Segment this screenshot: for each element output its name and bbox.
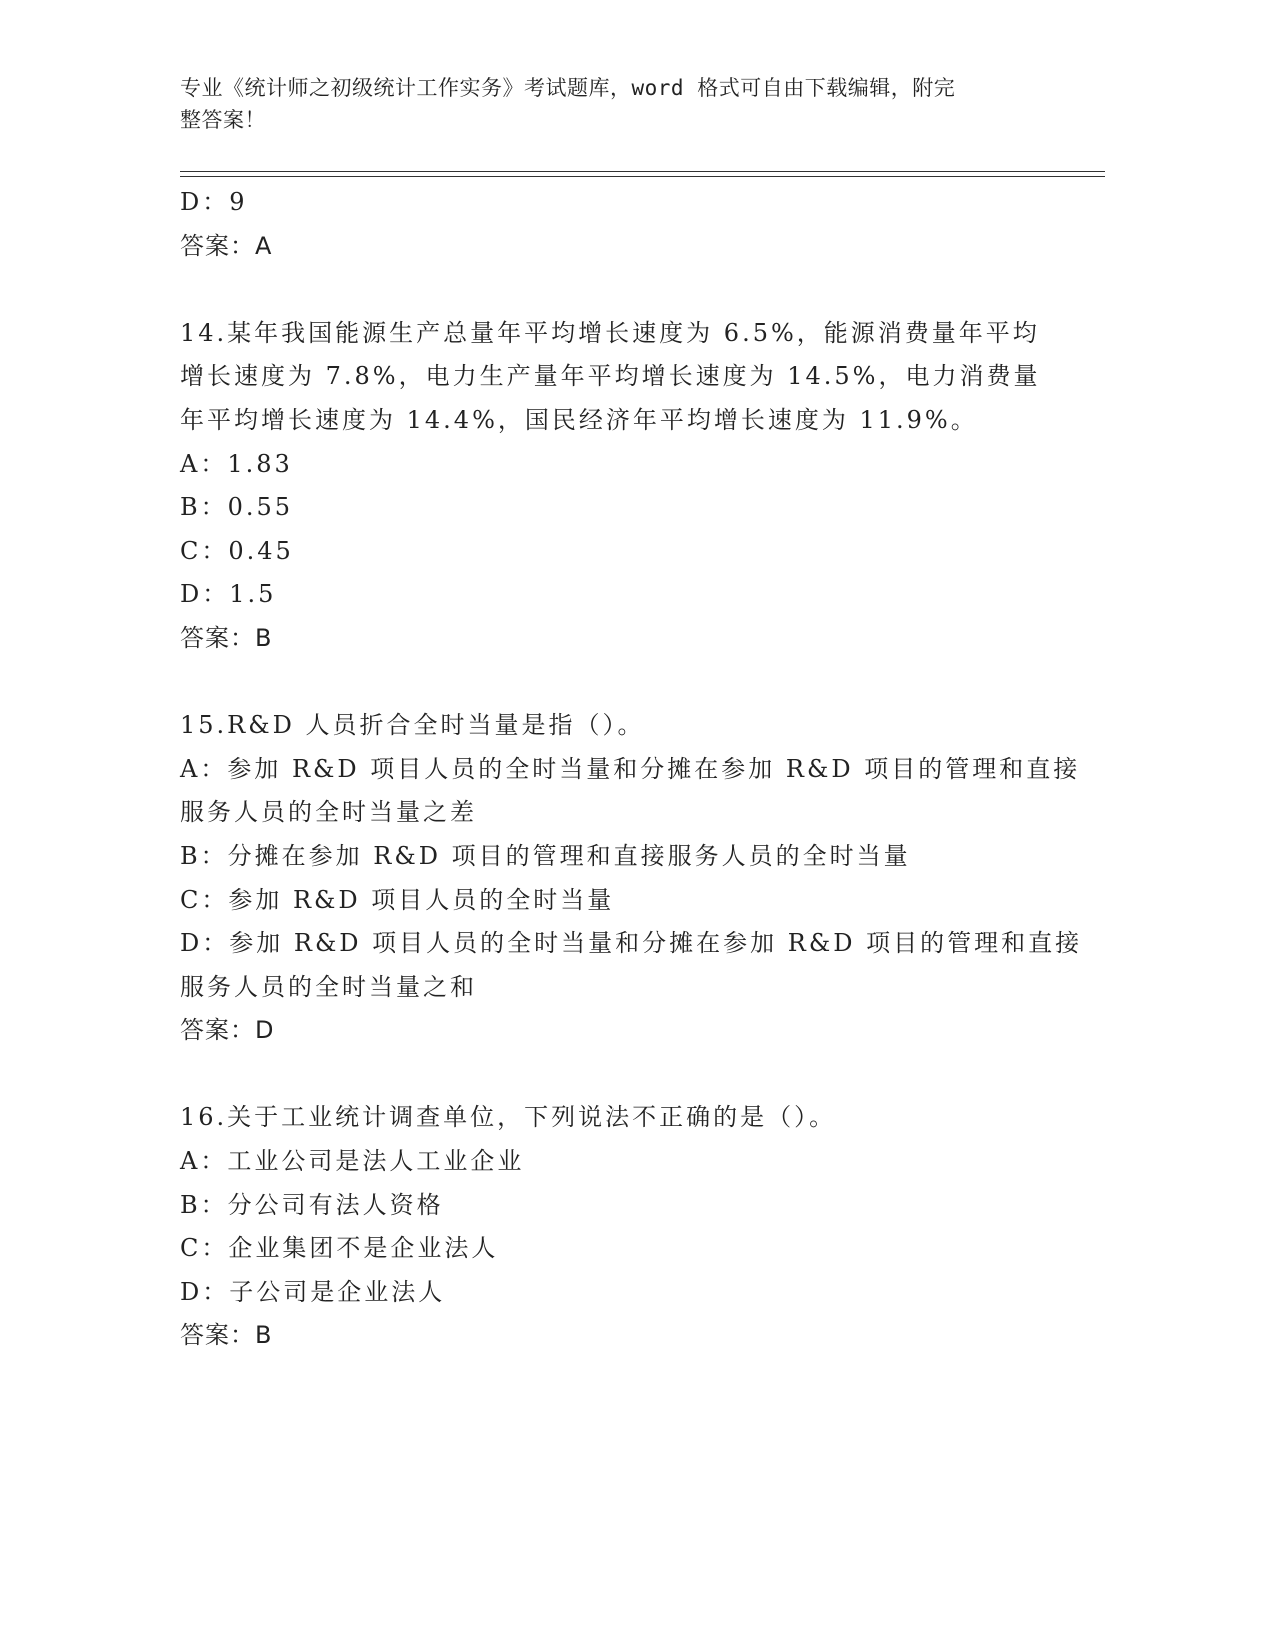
q15-answer: 答案：D xyxy=(180,1016,275,1045)
q14-stem-line-2: 增长速度为 7.8%，电力生产量年平均增长速度为 14.5%，电力消费量 xyxy=(180,362,1041,391)
q15-option-b: B：分摊在参加 R&D 项目的管理和直接服务人员的全时当量 xyxy=(180,841,911,870)
question-16 xyxy=(180,1096,1110,1358)
document-header xyxy=(180,72,1040,136)
q15-option-c: C：参加 R&D 项目人员的全时当量 xyxy=(180,885,615,914)
question-15 xyxy=(180,704,1110,1053)
q16-option-a: A：工业公司是法人工业企业 xyxy=(180,1147,525,1176)
q14-option-d: D：1.5 xyxy=(180,580,277,609)
q15-option-a-line-2: 服务人员的全时当量之差 xyxy=(180,798,477,827)
spacer xyxy=(180,1053,1110,1097)
q14-option-c: C：0.45 xyxy=(180,536,294,565)
q13-answer: 答案：A xyxy=(180,231,273,260)
header-divider-top xyxy=(180,171,1105,172)
q14-option-a: A：1.83 xyxy=(180,449,293,478)
q13-option-d: D：9 xyxy=(180,188,248,216)
q16-stem: 16.关于工业统计调查单位，下列说法不正确的是（）。 xyxy=(180,1103,837,1132)
q15-option-d-line-1: D：参加 R&D 项目人员的全时当量和分摊在参加 R&D 项目的管理和直接 xyxy=(180,929,1083,958)
question-list xyxy=(180,181,1110,1358)
q15-stem: 15.R&D 人员折合全时当量是指（）。 xyxy=(180,711,645,740)
spacer xyxy=(180,661,1110,705)
header-line-2: 整答案！ xyxy=(180,108,266,132)
header-line-1: 专业《统计师之初级统计工作实务》考试题库，word 格式可自由下载编辑，附完 xyxy=(180,76,956,100)
q14-stem-line-3: 年平均增长速度为 14.4%，国民经济年平均增长速度为 11.9%。 xyxy=(180,405,978,434)
q16-option-d: D：子公司是企业法人 xyxy=(180,1277,446,1306)
question-14 xyxy=(180,312,1110,661)
spacer xyxy=(180,268,1110,312)
q16-answer: 答案：B xyxy=(180,1321,273,1350)
q15-option-a-line-1: A：参加 R&D 项目人员的全时当量和分摊在参加 R&D 项目的管理和直接 xyxy=(180,754,1081,783)
q14-option-b: B：0.55 xyxy=(180,493,294,522)
q15-option-d-line-2: 服务人员的全时当量之和 xyxy=(180,972,477,1001)
question-13-tail xyxy=(180,181,1110,268)
q14-answer: 答案：B xyxy=(180,623,273,652)
q14-stem-line-1: 14.某年我国能源生产总量年平均增长速度为 6.5%，能源消费量年平均 xyxy=(180,318,1040,347)
q16-option-b: B：分公司有法人资格 xyxy=(180,1190,444,1219)
q16-option-c: C：企业集团不是企业法人 xyxy=(180,1234,499,1263)
header-divider-bottom xyxy=(180,176,1105,177)
